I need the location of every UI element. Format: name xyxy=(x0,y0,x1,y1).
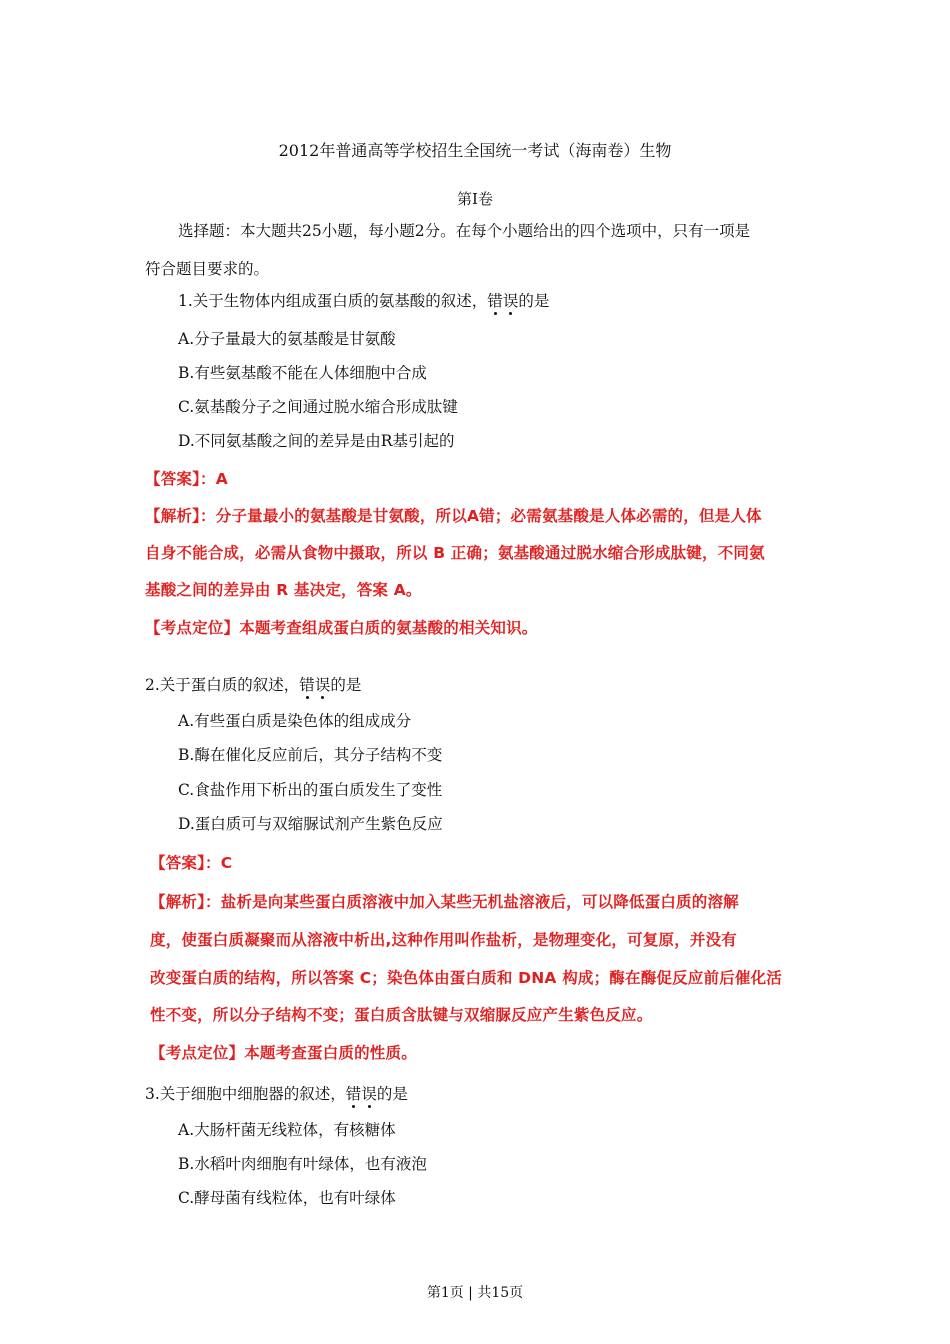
q1-stem-end: 的是 xyxy=(518,292,550,310)
q3-stem xyxy=(145,1082,408,1104)
page-footer: 第1页 | 共15页 xyxy=(426,1285,524,1301)
q2-knowledge-point: 【考点定位】本题考查蛋白质的性质。 xyxy=(150,1044,417,1062)
q3-option-b: B.水稻叶肉细胞有叶绿体，也有液泡 xyxy=(178,1155,427,1173)
q2-option-c: C.食盐作用下析出的蛋白质发生了变性 xyxy=(178,781,443,799)
part-heading: 第Ⅰ卷 xyxy=(457,190,493,208)
q3-option-c: C.酵母菌有线粒体，也有叶绿体 xyxy=(178,1189,396,1207)
q2-answer: 【答案】：C xyxy=(150,854,233,872)
q1-option-a: A.分子量最大的氨基酸是甘氨酸 xyxy=(178,330,396,348)
q3-option-a: A.大肠杆菌无线粒体，有核糖体 xyxy=(178,1121,396,1139)
emphasis-mark: 错 xyxy=(299,676,315,694)
q2-option-a: A.有些蛋白质是染色体的组成成分 xyxy=(178,712,412,730)
q2-stem-end: 的是 xyxy=(330,676,362,694)
q2-option-b: B.酶在催化反应前后，其分子结构不变 xyxy=(178,746,443,764)
q2-stem-text: 2.关于蛋白质的叙述， xyxy=(145,676,300,694)
q2-analysis-line-1: 【解析】：盐析是向某些蛋白质溶液中加入某些无机盐溶液后，可以降低蛋白质的溶解 xyxy=(150,893,739,911)
emphasis-mark: 错 xyxy=(487,292,503,310)
q1-analysis-line-3: 基酸之间的差异由 R 基决定，答案 A。 xyxy=(145,581,422,599)
q1-answer: 【答案】：A xyxy=(145,470,228,488)
q2-analysis-line-4: 性不变，所以分子结构不变；蛋白质含肽键与双缩脲反应产生紫色反应。 xyxy=(150,1006,653,1024)
emphasis-mark: 错 xyxy=(345,1085,362,1103)
q1-analysis-line-1: 【解析】：分子量最小的氨基酸是甘氨酸，所以A错；必需氨基酸是人体必需的，但是人体 xyxy=(145,507,762,525)
emphasis-mark: 误 xyxy=(361,1085,377,1103)
q1-analysis-line-2: 自身不能合成，必需从食物中摄取，所以 B 正确；氨基酸通过脱水缩合形成肽键，不同氨 xyxy=(145,544,765,562)
q1-stem xyxy=(178,289,549,311)
q2-analysis-line-3: 改变蛋白质的结构，所以答案 C；染色体由蛋白质和 DNA 构成；酶在酶促反应前后催化活 xyxy=(150,969,783,987)
emphasis-mark: 误 xyxy=(502,292,519,310)
q3-stem-text: 3.关于细胞中细胞器的叙述， xyxy=(145,1085,346,1103)
q1-option-c: C.氨基酸分子之间通过脱水缩合形成肽键 xyxy=(178,398,458,416)
q3-stem-end: 的是 xyxy=(376,1085,408,1103)
q2-analysis-line-2: 度，使蛋白质凝聚而从溶液中析出,这种作用叫作盐析，是物理变化，可复原，并没有 xyxy=(150,931,737,949)
intro-line-1: 选择题：本大题共25小题，每小题2分。在每个小题给出的四个选项中，只有一项是 xyxy=(178,222,751,240)
emphasis-mark: 误 xyxy=(314,676,331,694)
q2-option-d: D.蛋白质可与双缩脲试剂产生紫色反应 xyxy=(178,815,443,833)
q2-stem xyxy=(145,673,361,695)
document-title: 2012年普通高等学校招生全国统一考试（海南卷）生物 xyxy=(278,141,672,160)
intro-line-2: 符合题目要求的。 xyxy=(145,260,270,278)
q1-option-b: B.有些氨基酸不能在人体细胞中合成 xyxy=(178,364,427,382)
q1-option-d: D.不同氨基酸之间的差异是由R基引起的 xyxy=(178,432,455,450)
q1-knowledge-point: 【考点定位】本题考查组成蛋白质的氨基酸的相关知识。 xyxy=(145,619,538,637)
q1-stem-text: 1.关于生物体内组成蛋白质的氨基酸的叙述， xyxy=(178,292,488,310)
